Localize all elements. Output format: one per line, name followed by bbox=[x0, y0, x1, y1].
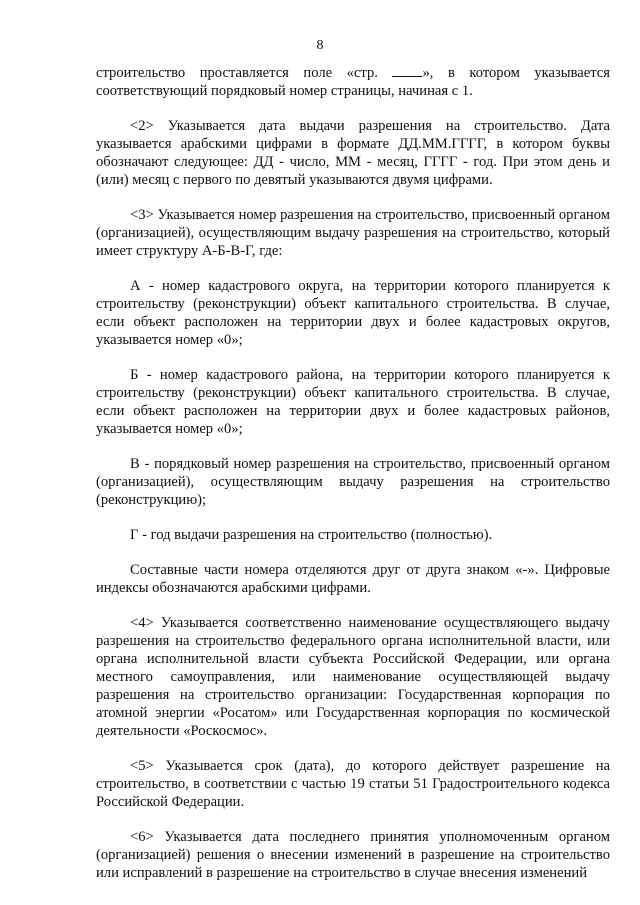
page-number-blank-field bbox=[392, 76, 422, 77]
footnote-3-paragraph: <3> Указывается номер разрешения на строительство, присвоенный органом (организацией), осуществляющим выдачу разрешения на строительство, который имеет структуру А-Б-В-Г, где: bbox=[96, 207, 610, 259]
footnote-6-paragraph: <6> Указывается дата последнего принятия уполномоченным органом (организацией) решения о внесении изменений в разрешение на строительство или исправлений в разрешение на строительство в случае внесения изменений bbox=[96, 829, 610, 881]
footnote-2-paragraph: <2> Указывается дата выдачи разрешения на строительство. Дата указывается арабскими цифрами в формате ДД.ММ.ГГГГ, в котором буквы обозначают следующее: ДД - число, ММ - месяц, ГГГГ - год. При этом день и (или) месяц с первого по девятый указываются двумя цифрами. bbox=[96, 118, 610, 188]
footnote-4-paragraph: <4> Указывается соответственно наименование осуществляющего выдачу разрешения на строительство федерального органа исполнительной власти, или органа исполнительной власти субъекта Российской Федерации, или органа местного самоуправления, или наименование осуществляющей выдачу разрешения на строительство организации: Государственная корпорация по атомной энергии «Росатом» или Государственная корпорация по космической деятельности «Роскосмос». bbox=[96, 615, 610, 739]
footnote-5-paragraph: <5> Указывается срок (дата), до которого действует разрешение на строительство, в соответствии с частью 19 статьи 51 Градостроительного кодекса Российской Федерации. bbox=[96, 758, 610, 810]
intro-text-after-blank: », в котором указывается соответствующий порядковый номер страницы, начиная с 1. bbox=[96, 65, 611, 99]
intro-paragraph bbox=[96, 64, 610, 100]
intro-text-before-blank: строительство проставляется поле «стр. bbox=[96, 65, 378, 81]
component-g-paragraph: Г - год выдачи разрешения на строительство (полностью). bbox=[130, 527, 493, 543]
component-b-paragraph: Б - номер кадастрового района, на территории которого планируется к строительству (реконструкции) объект капитального строительства. В случае, если объект расположен на территории двух и более кадастровых районов, указывается номер «0»; bbox=[96, 367, 610, 437]
page-number: 8 bbox=[316, 38, 324, 53]
document-body bbox=[96, 64, 610, 899]
component-a-paragraph: А - номер кадастрового округа, на территории которого планируется к строительству (реконструкции) объект капитального строительства. В случае, если объект расположен на территории двух и более кадастровых округов, указывается номер «0»; bbox=[96, 278, 610, 348]
number-format-paragraph: Составные части номера отделяются друг от друга знаком «-». Цифровые индексы обозначаются арабскими цифрами. bbox=[96, 562, 610, 596]
component-v-paragraph: В - порядковый номер разрешения на строительство, присвоенный органом (организацией), осуществляющим выдачу разрешения на строительство (реконструкцию); bbox=[96, 456, 610, 508]
